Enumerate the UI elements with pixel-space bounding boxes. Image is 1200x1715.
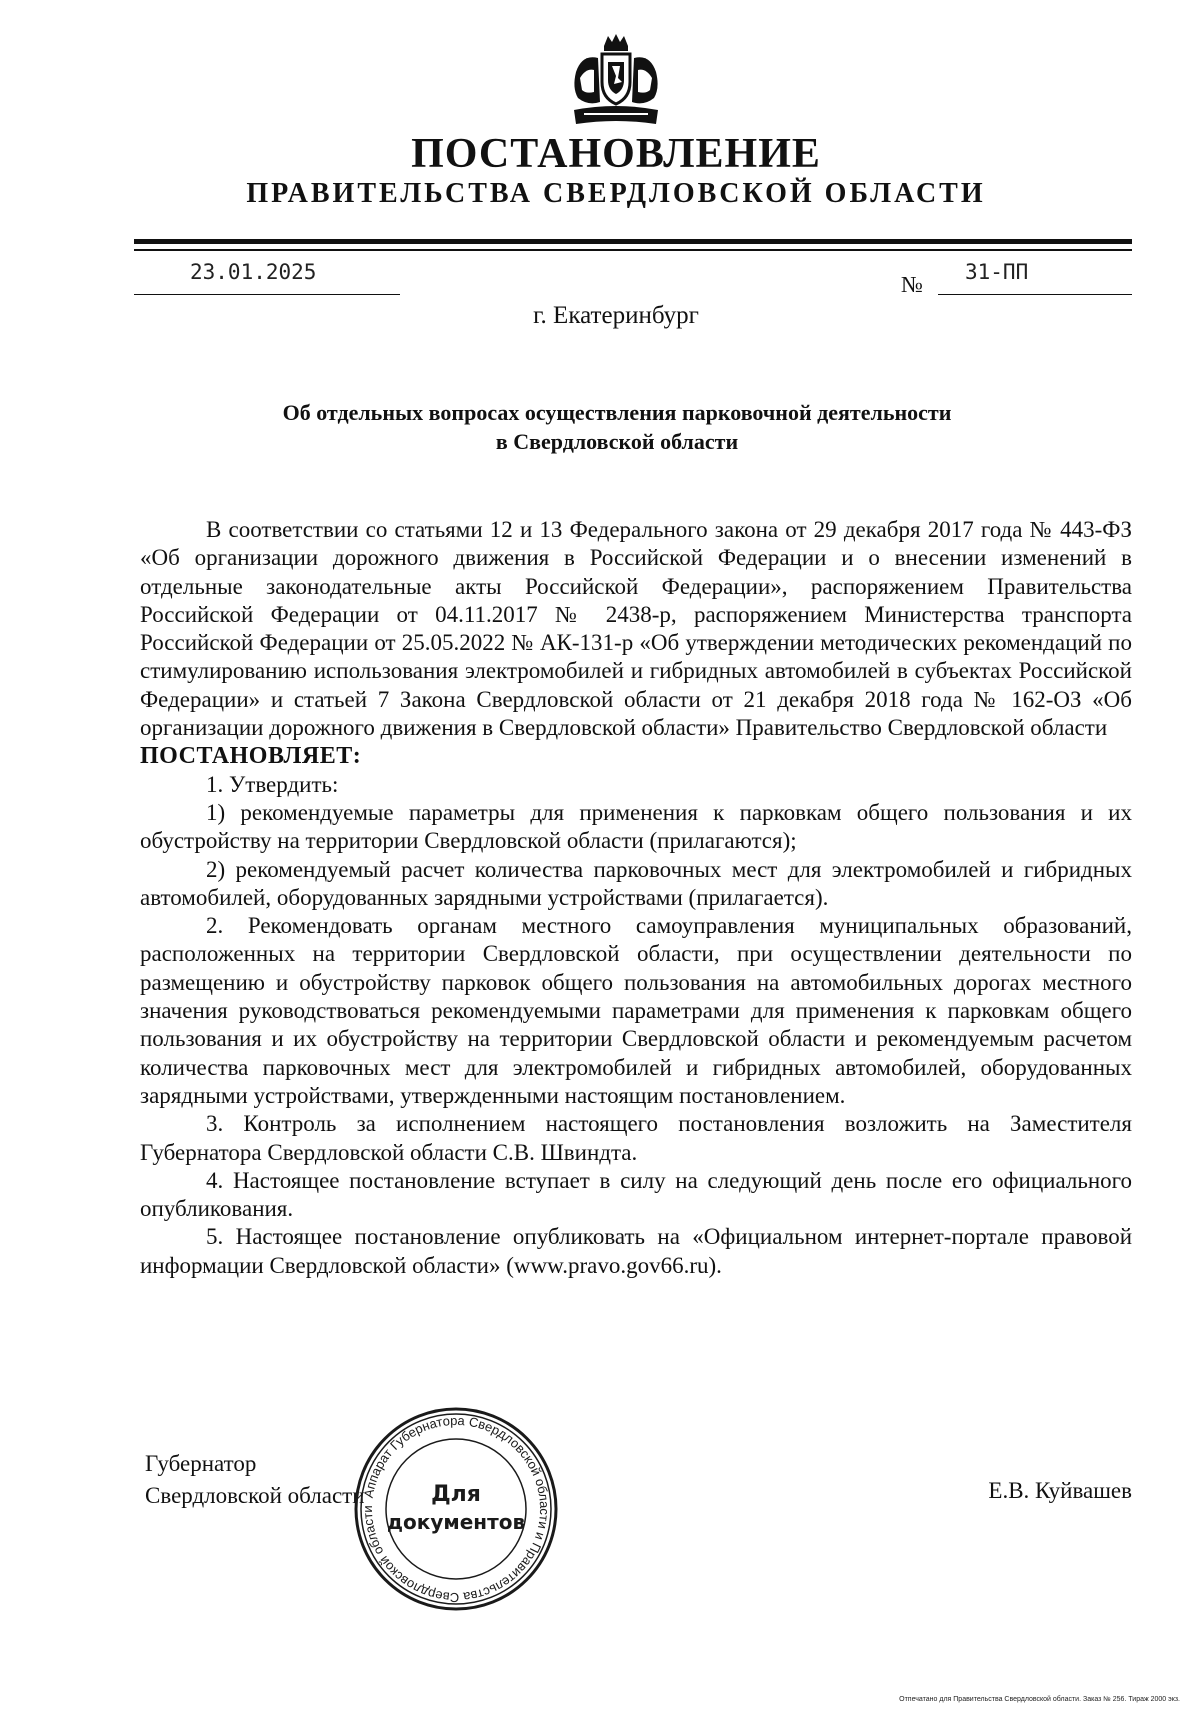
document-body — [140, 516, 1132, 1280]
preamble-paragraph: В соответствии со статьями 12 и 13 Федерального закона от 29 декабря 2017 года № 443-ФЗ «Об организации дорожного движения в Российской Федерации и о внесении изменений в отдельные законодательные акты Российской Федерации», распоряжением Правительства Российской Федерации от 04.11.2017 № 2438-р, распоряжением Министерства транспорта Российской Федерации от 25.05.2022 № АК-131-р «Об утверждении методических рекомендаций по стимулированию использования электромобилей и гибридных автомобилей в субъектах Российской Федерации» и статьей 7 Закона Свердловской области от 21 декабря 2018 года № 162-ОЗ «Об организации дорожного движения в Свердловской области» Правительство Свердловской области — [140, 517, 1132, 741]
body-item-3: 3. Контроль за исполнением настоящего постановления возложить на Заместителя Губернатора Свердловской области С.В. Швиндта. — [140, 1111, 1132, 1165]
subject-line-1: Об отдельных вопросах осуществления парковочной деятельности — [282, 400, 952, 425]
body-item-1-2: 2) рекомендуемый расчет количества парковочных мест для электромобилей и гибридных автомобилей, оборудованных зарядными устройствами (прилагается). — [140, 856, 1132, 910]
body-item-1: 1. Утвердить: — [206, 771, 339, 797]
body-item-1-1: 1) рекомендуемые параметры для применения к парковкам общего пользования и их обустройству на территории Свердловской области (прилагаются); — [140, 799, 1132, 854]
number-underline — [938, 294, 1132, 295]
body-item-2: 2. Рекомендовать органам местного самоуправления муниципальных образований, расположенных на территории Свердловской области, при осуществлении деятельности по размещению и обустройству парковок общего пользования на автомобильных дорогах местного значения руководствоваться рекомендуемыми параметрами для применения к парковкам общего пользования и их обустройству на территории Свердловской области и рекомендуемым расчетом количества парковочных мест для электромобилей и гибридных автомобилей, оборудованных зарядными устройствами, утвержденными настоящим постановлением. — [140, 913, 1132, 1108]
document-subject — [150, 398, 1084, 456]
date-underline — [134, 294, 400, 295]
document-city: г. Екатеринбург — [533, 302, 699, 329]
header-divider-thick — [134, 239, 1132, 244]
print-note: Отпечатано для Правительства Свердловской области. Заказ № 256. Тираж 2000 экз. — [899, 1696, 1180, 1703]
signatory-position-line-2: Свердловской области — [145, 1483, 365, 1508]
signatory-position — [145, 1448, 365, 1512]
stamp-center-line-1: Для — [431, 1482, 481, 1507]
official-stamp — [352, 1405, 560, 1613]
subject-line-2: в Свердловской области — [495, 429, 739, 454]
number-sign: № — [901, 272, 923, 297]
document-number: 31-ПП — [965, 260, 1029, 284]
document-date: 23.01.2025 — [190, 260, 317, 284]
body-item-5: 5. Настоящее постановление опубликовать на «Официальном интернет-портале правовой информации Свердловской области» (www.pravo.gov66.ru). — [140, 1224, 1132, 1278]
document-issuer: ПРАВИТЕЛЬСТВА СВЕРДЛОВСКОЙ ОБЛАСТИ — [246, 178, 986, 209]
body-item-4: 4. Настоящее постановление вступает в силу на следующий день после его официального опубликования. — [140, 1167, 1132, 1222]
coat-of-arms-icon — [568, 32, 664, 130]
stamp-ring-text: Аппарат Губернатора Свердловской области и Правительства Свердловской области — [359, 1412, 553, 1606]
stamp-center-line-2: документов — [386, 1510, 526, 1534]
decree-heading: ПОСТАНОВЛЯЕТ: — [140, 743, 362, 770]
signatory-name: Е.В. Куйвашев — [988, 1478, 1132, 1503]
header-divider-thin — [134, 249, 1132, 251]
signatory-position-line-1: Губернатор — [145, 1451, 257, 1476]
document-title: ПОСТАНОВЛЕНИЕ — [411, 131, 821, 177]
